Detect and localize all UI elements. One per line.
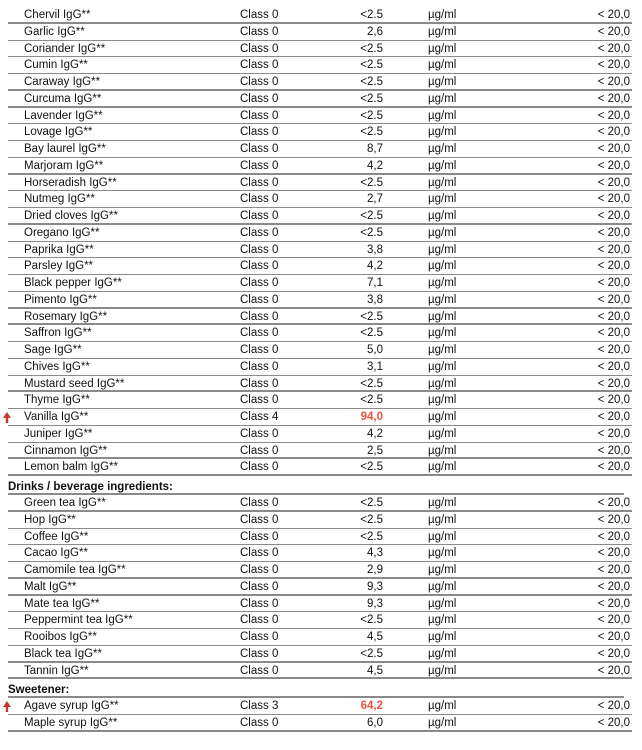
result-class: Class 0 <box>240 42 279 55</box>
result-value: <2.5 <box>360 59 383 72</box>
allergen-name: Marjoram IgG** <box>24 159 104 172</box>
result-value: 2,9 <box>367 564 383 576</box>
result-unit: µg/ml <box>428 109 457 122</box>
result-unit: µg/ml <box>428 497 457 509</box>
allergen-name: Coffee IgG** <box>24 530 89 543</box>
result-value: 3,1 <box>367 360 383 373</box>
result-value: 4,2 <box>367 159 383 172</box>
reference-range: < 20,0 <box>597 243 630 256</box>
result-row <box>8 495 632 512</box>
result-unit: µg/ml <box>428 394 457 407</box>
allergen-name: Lemon balm IgG** <box>24 461 118 474</box>
reference-range: < 20,0 <box>597 176 630 189</box>
result-row <box>8 715 632 732</box>
result-unit: µg/ml <box>428 377 457 390</box>
result-unit: µg/ml <box>428 59 457 72</box>
result-unit: µg/ml <box>428 293 457 306</box>
result-unit: µg/ml <box>428 143 457 155</box>
allergen-name: Cumin IgG** <box>24 59 88 72</box>
result-class: Class 0 <box>240 76 279 88</box>
result-class: Class 0 <box>240 360 279 373</box>
allergen-name: Camomile tea IgG** <box>24 564 126 576</box>
reference-range: < 20,0 <box>597 513 630 526</box>
result-row <box>8 596 632 613</box>
result-value: 3,8 <box>367 243 383 256</box>
result-class: Class 0 <box>240 580 279 593</box>
result-unit: µg/ml <box>428 647 457 660</box>
result-class: Class 0 <box>240 631 279 643</box>
allergy-results-report <box>0 7 642 732</box>
result-class: Class 4 <box>240 411 279 423</box>
result-value: 4,5 <box>367 631 383 643</box>
result-class: Class 0 <box>240 444 279 457</box>
allergen-name: Dried cloves IgG** <box>24 210 118 222</box>
result-row <box>8 426 632 443</box>
result-row <box>8 325 632 342</box>
allergen-name: Oregano IgG** <box>24 226 100 239</box>
reference-range: < 20,0 <box>597 564 630 576</box>
result-value: <2.5 <box>360 530 383 543</box>
result-class: Class 0 <box>240 310 279 323</box>
allergen-name: Tannin IgG** <box>24 664 89 677</box>
result-class: Class 0 <box>240 25 279 38</box>
allergen-name: Cacao IgG** <box>24 547 88 560</box>
reference-range: < 20,0 <box>597 717 630 729</box>
reference-range: < 20,0 <box>597 700 630 713</box>
result-value: 5,0 <box>367 344 383 356</box>
result-row <box>8 612 632 629</box>
result-unit: µg/ml <box>428 159 457 172</box>
result-class: Class 0 <box>240 243 279 256</box>
result-class: Class 0 <box>240 126 279 139</box>
result-value: <2.5 <box>360 9 383 21</box>
result-class: Class 0 <box>240 717 279 729</box>
allergen-name: Mate tea IgG** <box>24 597 100 610</box>
reference-range: < 20,0 <box>597 109 630 122</box>
allergen-name: Lavender IgG** <box>24 109 103 122</box>
result-unit: µg/ml <box>428 260 457 273</box>
result-class: Class 0 <box>240 394 279 407</box>
allergen-name: Caraway IgG** <box>24 76 101 88</box>
result-value: 64,2 <box>360 700 383 713</box>
result-row <box>8 108 632 125</box>
result-row <box>8 225 632 242</box>
result-unit: µg/ml <box>428 597 457 610</box>
result-value: <2.5 <box>360 92 383 105</box>
result-value: <2.5 <box>360 327 383 340</box>
elevated-arrow-up-icon <box>3 412 11 423</box>
result-value: 4,2 <box>367 260 383 273</box>
reference-range: < 20,0 <box>597 210 630 222</box>
result-row <box>8 646 632 663</box>
reference-range: < 20,0 <box>597 461 630 474</box>
section-heading: Sweetener: <box>8 682 624 698</box>
result-class: Class 0 <box>240 597 279 610</box>
result-class: Class 0 <box>240 9 279 21</box>
allergen-name: Thyme IgG** <box>24 394 90 407</box>
result-value: <2.5 <box>360 76 383 88</box>
result-unit: µg/ml <box>428 461 457 474</box>
result-value: <2.5 <box>360 126 383 139</box>
result-unit: µg/ml <box>428 193 457 206</box>
result-unit: µg/ml <box>428 277 457 289</box>
reference-range: < 20,0 <box>597 360 630 373</box>
result-row <box>8 376 632 393</box>
result-row <box>8 124 632 141</box>
reference-range: < 20,0 <box>597 614 630 627</box>
allergen-name: Saffron IgG** <box>24 327 92 340</box>
result-value: 9,3 <box>367 580 383 593</box>
result-unit: µg/ml <box>428 614 457 627</box>
allergen-name: Juniper IgG** <box>24 427 93 440</box>
allergen-name: Peppermint tea IgG** <box>24 614 133 627</box>
result-unit: µg/ml <box>428 513 457 526</box>
result-value: <2.5 <box>360 176 383 189</box>
reference-range: < 20,0 <box>597 411 630 423</box>
allergen-name: Rooibos IgG** <box>24 631 97 643</box>
allergen-name: Sage IgG** <box>24 344 82 356</box>
allergen-name: Curcuma IgG** <box>24 92 102 105</box>
result-row <box>8 309 632 326</box>
reference-range: < 20,0 <box>597 126 630 139</box>
reference-range: < 20,0 <box>597 193 630 206</box>
result-row <box>8 41 632 58</box>
allergen-name: Lovage IgG** <box>24 126 93 139</box>
result-class: Class 0 <box>240 226 279 239</box>
allergen-name: Mustard seed IgG** <box>24 377 125 390</box>
result-row <box>8 7 632 24</box>
allergen-name: Bay laurel IgG** <box>24 143 106 155</box>
result-unit: µg/ml <box>428 25 457 38</box>
allergen-name: Rosemary IgG** <box>24 310 108 323</box>
result-row <box>8 579 632 596</box>
allergen-name: Parsley IgG** <box>24 260 94 273</box>
result-unit: µg/ml <box>428 411 457 423</box>
reference-range: < 20,0 <box>597 547 630 560</box>
allergen-name: Garlic IgG** <box>24 25 85 38</box>
result-value: 4,2 <box>367 427 383 440</box>
reference-range: < 20,0 <box>597 377 630 390</box>
result-unit: µg/ml <box>428 700 457 713</box>
result-value: 8,7 <box>367 143 383 155</box>
result-unit: µg/ml <box>428 564 457 576</box>
result-value: <2.5 <box>360 513 383 526</box>
result-row <box>8 91 632 108</box>
elevated-arrow-up-icon <box>3 701 11 712</box>
result-value: 94,0 <box>360 411 383 423</box>
result-class: Class 0 <box>240 461 279 474</box>
allergen-name: Nutmeg IgG** <box>24 193 95 206</box>
result-value: 7,1 <box>367 277 383 289</box>
reference-range: < 20,0 <box>597 631 630 643</box>
result-row <box>8 392 632 409</box>
reference-range: < 20,0 <box>597 277 630 289</box>
result-class: Class 0 <box>240 109 279 122</box>
result-row <box>8 663 632 680</box>
reference-range: < 20,0 <box>597 76 630 88</box>
result-unit: µg/ml <box>428 126 457 139</box>
result-value: 9,3 <box>367 597 383 610</box>
section-heading: Drinks / beverage ingredients: <box>8 479 624 495</box>
result-unit: µg/ml <box>428 664 457 677</box>
result-unit: µg/ml <box>428 310 457 323</box>
result-row <box>8 242 632 259</box>
result-class: Class 0 <box>240 260 279 273</box>
result-row <box>8 342 632 359</box>
allergen-name: Vanilla IgG** <box>24 411 89 423</box>
result-unit: µg/ml <box>428 76 457 88</box>
result-unit: µg/ml <box>428 344 457 356</box>
reference-range: < 20,0 <box>597 159 630 172</box>
allergen-name: Black pepper IgG** <box>24 277 122 289</box>
result-row <box>8 258 632 275</box>
reference-range: < 20,0 <box>597 92 630 105</box>
result-value: <2.5 <box>360 310 383 323</box>
reference-range: < 20,0 <box>597 647 630 660</box>
result-unit: µg/ml <box>428 360 457 373</box>
result-class: Class 0 <box>240 59 279 72</box>
result-class: Class 3 <box>240 700 279 713</box>
reference-range: < 20,0 <box>597 427 630 440</box>
result-row <box>8 275 632 292</box>
result-value: <2.5 <box>360 394 383 407</box>
allergen-name: Coriander IgG** <box>24 42 106 55</box>
result-unit: µg/ml <box>428 210 457 222</box>
result-unit: µg/ml <box>428 444 457 457</box>
allergen-name: Black tea IgG** <box>24 647 102 660</box>
allergen-name: Maple syrup IgG** <box>24 717 118 729</box>
result-class: Class 0 <box>240 293 279 306</box>
result-value: <2.5 <box>360 109 383 122</box>
result-class: Class 0 <box>240 564 279 576</box>
result-row <box>8 459 632 476</box>
result-row <box>8 359 632 376</box>
reference-range: < 20,0 <box>597 580 630 593</box>
result-class: Class 0 <box>240 614 279 627</box>
result-row <box>8 74 632 91</box>
result-class: Class 0 <box>240 159 279 172</box>
reference-range: < 20,0 <box>597 327 630 340</box>
allergen-name: Cinnamon IgG** <box>24 444 108 457</box>
result-unit: µg/ml <box>428 327 457 340</box>
result-class: Class 0 <box>240 176 279 189</box>
allergen-name: Malt IgG** <box>24 580 77 593</box>
result-class: Class 0 <box>240 143 279 155</box>
result-unit: µg/ml <box>428 9 457 21</box>
result-unit: µg/ml <box>428 92 457 105</box>
allergen-name: Chervil IgG** <box>24 9 91 21</box>
result-value: <2.5 <box>360 210 383 222</box>
reference-range: < 20,0 <box>597 25 630 38</box>
result-unit: µg/ml <box>428 547 457 560</box>
reference-range: < 20,0 <box>597 9 630 21</box>
reference-range: < 20,0 <box>597 344 630 356</box>
allergen-name: Pimento IgG** <box>24 293 97 306</box>
result-unit: µg/ml <box>428 243 457 256</box>
result-class: Class 0 <box>240 327 279 340</box>
result-class: Class 0 <box>240 547 279 560</box>
result-row <box>8 545 632 562</box>
result-row <box>8 175 632 192</box>
reference-range: < 20,0 <box>597 444 630 457</box>
result-class: Class 0 <box>240 664 279 677</box>
result-row <box>8 24 632 41</box>
result-value: 2,7 <box>367 193 383 206</box>
reference-range: < 20,0 <box>597 530 630 543</box>
result-unit: µg/ml <box>428 176 457 189</box>
reference-range: < 20,0 <box>597 143 630 155</box>
result-unit: µg/ml <box>428 530 457 543</box>
result-row <box>8 562 632 579</box>
reference-range: < 20,0 <box>597 664 630 677</box>
result-value: 4,3 <box>367 547 383 560</box>
result-value: <2.5 <box>360 226 383 239</box>
reference-range: < 20,0 <box>597 394 630 407</box>
result-unit: µg/ml <box>428 717 457 729</box>
reference-range: < 20,0 <box>597 293 630 306</box>
result-value: 2,6 <box>367 25 383 38</box>
reference-range: < 20,0 <box>597 260 630 273</box>
reference-range: < 20,0 <box>597 497 630 509</box>
result-value: 2,5 <box>367 444 383 457</box>
result-row <box>8 629 632 646</box>
result-row <box>8 443 632 460</box>
result-row <box>8 512 632 529</box>
result-row <box>8 57 632 74</box>
result-value: 3,8 <box>367 293 383 306</box>
result-class: Class 0 <box>240 277 279 289</box>
reference-range: < 20,0 <box>597 597 630 610</box>
result-row <box>8 158 632 175</box>
result-unit: µg/ml <box>428 226 457 239</box>
allergen-name: Paprika IgG** <box>24 243 94 256</box>
result-unit: µg/ml <box>428 631 457 643</box>
allergen-name: Green tea IgG** <box>24 497 106 509</box>
result-unit: µg/ml <box>428 42 457 55</box>
result-value: <2.5 <box>360 497 383 509</box>
result-class: Class 0 <box>240 497 279 509</box>
result-value: <2.5 <box>360 614 383 627</box>
result-value: <2.5 <box>360 461 383 474</box>
result-value: 4,5 <box>367 664 383 677</box>
result-row <box>8 292 632 309</box>
result-class: Class 0 <box>240 647 279 660</box>
result-class: Class 0 <box>240 92 279 105</box>
reference-range: < 20,0 <box>597 59 630 72</box>
result-row <box>8 141 632 158</box>
allergen-name: Agave syrup IgG** <box>24 700 119 713</box>
result-row <box>8 529 632 546</box>
reference-range: < 20,0 <box>597 310 630 323</box>
result-row <box>8 191 632 208</box>
result-class: Class 0 <box>240 427 279 440</box>
result-class: Class 0 <box>240 377 279 390</box>
result-class: Class 0 <box>240 344 279 356</box>
result-value: <2.5 <box>360 377 383 390</box>
result-class: Class 0 <box>240 513 279 526</box>
reference-range: < 20,0 <box>597 226 630 239</box>
result-row <box>8 208 632 225</box>
result-class: Class 0 <box>240 193 279 206</box>
allergen-name: Hop IgG** <box>24 513 76 526</box>
result-value: 6,0 <box>367 717 383 729</box>
allergen-name: Horseradish IgG** <box>24 176 117 189</box>
allergen-name: Chives IgG** <box>24 360 90 373</box>
result-row <box>8 698 632 715</box>
result-value: <2.5 <box>360 42 383 55</box>
result-row <box>8 409 632 426</box>
result-unit: µg/ml <box>428 427 457 440</box>
result-unit: µg/ml <box>428 580 457 593</box>
result-value: <2.5 <box>360 647 383 660</box>
result-class: Class 0 <box>240 530 279 543</box>
result-class: Class 0 <box>240 210 279 222</box>
reference-range: < 20,0 <box>597 42 630 55</box>
